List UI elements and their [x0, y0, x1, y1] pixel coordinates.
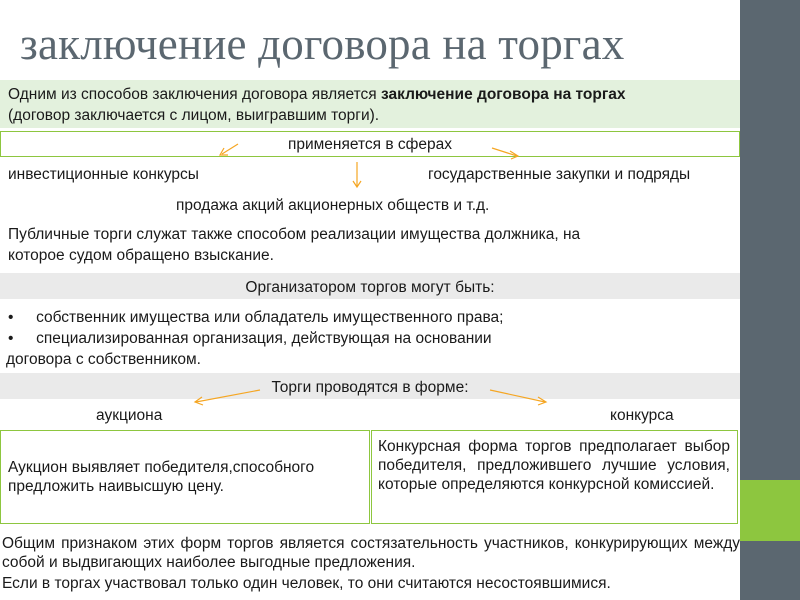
organizer-item-2 — [8, 329, 492, 348]
intro-text-continuation: (договор заключается с лицом, выигравшим торги). — [8, 107, 380, 124]
intro-text-start: Одним из способов заключения договора является — [8, 86, 381, 103]
organizer-item-2-text: специализированная организация, действующая на основании — [36, 330, 492, 347]
page-title: заключение договора на торгах — [20, 19, 625, 69]
intro-text-bold: заключение договора на торгах — [381, 86, 626, 103]
forms-heading: Торги проводятся в форме: — [271, 379, 469, 396]
spheres-heading: применяется в сферах — [287, 136, 453, 153]
intro-text — [8, 85, 626, 104]
organizer-item-1-text: собственник имущества или обладатель имущественного права; — [36, 309, 504, 326]
footer-common: Общим признаком этих форм торгов является состязательность участников, конкурирующих между собой и выдвигающих наиболее выгодные предложения. — [2, 535, 740, 571]
organizers-heading: Организатором торгов могут быть: — [245, 279, 495, 296]
organizer-item-1 — [8, 308, 503, 327]
public-torgi-line1: Публичные торги служат также способом реализации имущества должника, на — [8, 226, 581, 243]
footer-single: Если в торгах участвовал только один человек, то они считаются несостоявшимися. — [2, 575, 611, 592]
sidebar-accent-block — [740, 480, 800, 541]
form-label-auction: аукциона — [96, 407, 163, 424]
forms-arrow-right-line — [490, 390, 545, 402]
organizer-item-2-continuation: договора с собственником. — [6, 351, 201, 368]
sphere-center: продажа акций акционерных обществ и т.д. — [176, 197, 490, 214]
public-torgi-line2: которое судом обращено взыскание. — [8, 247, 274, 264]
auction-desc: Аукцион выявляет победителя,способного предложить наивысшую цену. — [8, 459, 315, 495]
forms-arrow-left-line — [196, 390, 260, 402]
sphere-left: инвестиционные конкурсы — [8, 166, 199, 183]
bullet-icon: • — [8, 330, 14, 347]
sphere-right: государственные закупки и подряды — [428, 166, 691, 183]
arrow-right-line — [492, 148, 517, 156]
form-label-contest: конкурса — [610, 407, 674, 424]
contest-desc: Конкурсная форма торгов предполагает выбор победителя, предложившего лучшие условия, которые определяются конкурсной комиссией. — [378, 438, 730, 493]
bullet-icon: • — [8, 309, 14, 326]
arrow-left-line — [222, 144, 238, 154]
